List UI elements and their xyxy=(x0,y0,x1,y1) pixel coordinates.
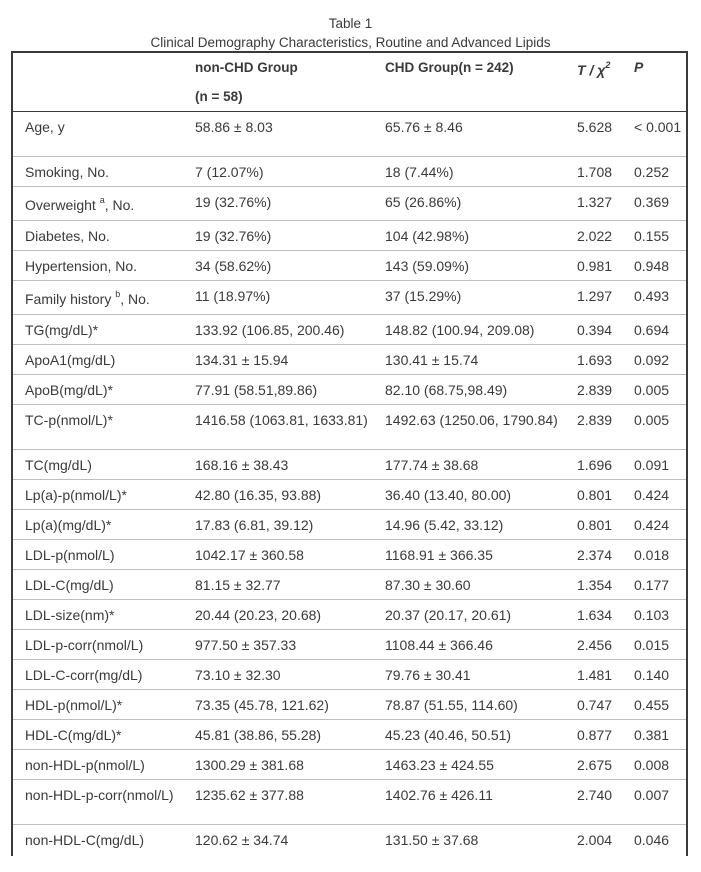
p-value: 0.424 xyxy=(634,517,670,533)
p-value: 0.007 xyxy=(634,787,670,803)
chd-value: 14.96 (5.42, 33.12) xyxy=(385,517,504,533)
p-value: 0.381 xyxy=(634,727,670,743)
row-label xyxy=(25,668,185,683)
non-chd-value: 19 (32.76%) xyxy=(195,228,272,244)
chd-value: 143 (59.09%) xyxy=(385,258,470,274)
test-statistic-value: 1.327 xyxy=(577,194,613,210)
test-statistic-value: 0.877 xyxy=(577,727,613,743)
p-value: 0.008 xyxy=(634,757,670,773)
non-chd-value: 133.92 (106.85, 200.46) xyxy=(195,322,345,338)
chd-value: 82.10 (68.75,98.49) xyxy=(385,382,508,398)
p-value: 0.155 xyxy=(634,228,670,244)
row-label-text: LDL-C-corr(mg/dL) xyxy=(25,667,143,683)
p-value: 0.091 xyxy=(634,457,670,473)
table-header-row xyxy=(13,53,686,112)
table-row xyxy=(13,480,686,510)
p-value: 0.369 xyxy=(634,194,670,210)
non-chd-value: 1235.62 ± 377.88 xyxy=(195,787,304,803)
row-label-text: Lp(a)(mg/dL)* xyxy=(25,517,112,533)
test-statistic-value: 2.022 xyxy=(577,228,613,244)
chd-value: 65 (26.86%) xyxy=(385,194,462,210)
header-non-chd-label: non-CHD Group xyxy=(195,60,298,75)
p-value: 0.140 xyxy=(634,667,670,683)
row-label xyxy=(25,548,185,563)
p-value: 0.092 xyxy=(634,352,670,368)
table-row xyxy=(13,570,686,600)
row-label-footnote-marker: a xyxy=(99,195,105,206)
row-label xyxy=(25,638,185,653)
data-table xyxy=(11,51,688,856)
test-statistic-value: 2.839 xyxy=(577,412,613,428)
chd-value: 79.76 ± 30.41 xyxy=(385,667,471,683)
non-chd-value: 120.62 ± 34.74 xyxy=(195,832,289,848)
row-label xyxy=(25,229,185,244)
row-label-text: Smoking, No. xyxy=(25,164,110,180)
p-value: 0.005 xyxy=(634,412,670,428)
chd-value: 87.30 ± 30.60 xyxy=(385,577,471,593)
header-chd-group: CHD Group(n = 242) xyxy=(385,60,514,75)
row-label xyxy=(25,518,185,533)
row-label-text: Family history xyxy=(25,291,116,307)
row-label xyxy=(25,788,185,803)
chd-value: 45.23 (40.46, 50.51) xyxy=(385,727,512,743)
row-label-text: HDL-C(mg/dL)* xyxy=(25,727,122,743)
test-statistic-value: 2.740 xyxy=(577,787,613,803)
row-label xyxy=(25,758,185,773)
table-caption-subtitle: Clinical Demography Characteristics, Routine and Advanced Lipids xyxy=(150,35,551,50)
test-statistic-value: 1.481 xyxy=(577,667,613,683)
chd-value: 1168.91 ± 366.35 xyxy=(385,547,493,563)
row-label-text: HDL-p(nmol/L)* xyxy=(25,697,123,713)
row-label xyxy=(25,323,185,338)
non-chd-value: 20.44 (20.23, 20.68) xyxy=(195,607,322,623)
row-label xyxy=(25,120,185,135)
chd-value: 130.41 ± 15.74 xyxy=(385,352,479,368)
row-label-text: TC-p(nmol/L)* xyxy=(25,412,113,428)
p-value: 0.177 xyxy=(634,577,670,593)
row-label xyxy=(25,195,185,213)
p-value: < 0.001 xyxy=(634,119,682,135)
header-test-statistic-label: T / χ xyxy=(577,62,606,78)
non-chd-value: 58.86 ± 8.03 xyxy=(195,119,273,135)
chd-value: 177.74 ± 38.68 xyxy=(385,457,479,473)
table-row xyxy=(13,825,686,855)
row-label-text: Age, y xyxy=(25,119,65,135)
test-statistic-value: 2.839 xyxy=(577,382,613,398)
row-label xyxy=(25,488,185,503)
table-row xyxy=(13,315,686,345)
chd-value: 1402.76 ± 426.11 xyxy=(385,787,493,803)
chd-value: 131.50 ± 37.68 xyxy=(385,832,479,848)
row-label-text: ApoA1(mg/dL) xyxy=(25,352,116,368)
chd-value: 1492.63 (1250.06, 1790.84) xyxy=(385,412,558,428)
row-label xyxy=(25,833,185,848)
table-row xyxy=(13,405,686,450)
table-row xyxy=(13,780,686,825)
table-row xyxy=(13,345,686,375)
row-label-text: Diabetes, No. xyxy=(25,228,110,244)
row-label-footnote-marker: b xyxy=(115,289,121,300)
header-p-value: P xyxy=(634,59,644,75)
non-chd-value: 7 (12.07%) xyxy=(195,164,264,180)
row-label xyxy=(25,413,185,428)
test-statistic-value: 5.628 xyxy=(577,119,613,135)
row-label-text: Overweight xyxy=(25,197,100,213)
table-row xyxy=(13,510,686,540)
p-value: 0.018 xyxy=(634,547,670,563)
row-label-text: LDL-p(nmol/L) xyxy=(25,547,115,563)
p-value: 0.015 xyxy=(634,637,670,653)
non-chd-value: 1416.58 (1063.81, 1633.81) xyxy=(195,412,368,428)
table-row xyxy=(13,281,686,315)
header-non-chd-n: (n = 58) xyxy=(195,89,243,104)
chd-value: 104 (42.98%) xyxy=(385,228,470,244)
table-row xyxy=(13,750,686,780)
test-statistic-value: 1.708 xyxy=(577,164,613,180)
table-row xyxy=(13,221,686,251)
row-label-text: ApoB(mg/dL)* xyxy=(25,382,113,398)
non-chd-value: 1042.17 ± 360.58 xyxy=(195,547,304,563)
chd-value: 148.82 (100.94, 209.08) xyxy=(385,322,535,338)
header-test-statistic xyxy=(577,60,611,78)
non-chd-value: 11 (18.97%) xyxy=(195,288,271,304)
table-caption-title: Table 1 xyxy=(328,16,373,31)
header-test-statistic-sup: 2 xyxy=(605,60,611,71)
p-value: 0.424 xyxy=(634,487,670,503)
non-chd-value: 34 (58.62%) xyxy=(195,258,272,274)
row-label-text: TC(mg/dL) xyxy=(25,457,92,473)
chd-value: 36.40 (13.40, 80.00) xyxy=(385,487,512,503)
row-label xyxy=(25,578,185,593)
table-row xyxy=(13,251,686,281)
non-chd-value: 168.16 ± 38.43 xyxy=(195,457,289,473)
p-value: 0.005 xyxy=(634,382,670,398)
chd-value: 1463.23 ± 424.55 xyxy=(385,757,494,773)
p-value: 0.493 xyxy=(634,288,670,304)
chd-value: 78.87 (51.55, 114.60) xyxy=(385,697,518,713)
test-statistic-value: 0.394 xyxy=(577,322,613,338)
row-label xyxy=(25,383,185,398)
table-row xyxy=(13,375,686,405)
table-row xyxy=(13,600,686,630)
chd-value: 18 (7.44%) xyxy=(385,164,454,180)
non-chd-value: 77.91 (58.51,89.86) xyxy=(195,382,318,398)
p-value: 0.046 xyxy=(634,832,670,848)
non-chd-value: 81.15 ± 32.77 xyxy=(195,577,281,593)
non-chd-value: 19 (32.76%) xyxy=(195,194,272,210)
test-statistic-value: 2.004 xyxy=(577,832,613,848)
row-label xyxy=(25,289,185,307)
test-statistic-value: 2.374 xyxy=(577,547,613,563)
table-row xyxy=(13,540,686,570)
table-row xyxy=(13,187,686,221)
row-label xyxy=(25,353,185,368)
non-chd-value: 42.80 (16.35, 93.88) xyxy=(195,487,322,503)
p-value: 0.103 xyxy=(634,607,670,623)
test-statistic-value: 0.801 xyxy=(577,487,613,503)
non-chd-value: 17.83 (6.81, 39.12) xyxy=(195,517,314,533)
test-statistic-value: 1.696 xyxy=(577,457,613,473)
table-row xyxy=(13,660,686,690)
row-label-suffix: , No. xyxy=(104,197,135,213)
p-value: 0.694 xyxy=(634,322,670,338)
table-row xyxy=(13,690,686,720)
test-statistic-value: 1.354 xyxy=(577,577,613,593)
header-non-chd-group xyxy=(195,60,375,104)
test-statistic-value: 2.456 xyxy=(577,637,613,653)
row-label xyxy=(25,165,185,180)
p-value: 0.948 xyxy=(634,258,670,274)
non-chd-value: 45.81 (38.86, 55.28) xyxy=(195,727,322,743)
row-label-text: LDL-p-corr(nmol/L) xyxy=(25,637,144,653)
row-label-text: Hypertension, No. xyxy=(25,258,138,274)
row-label xyxy=(25,728,185,743)
test-statistic-value: 2.675 xyxy=(577,757,613,773)
non-chd-value: 1300.29 ± 381.68 xyxy=(195,757,304,773)
row-label-text: non-HDL-p(nmol/L) xyxy=(25,757,145,773)
test-statistic-value: 0.801 xyxy=(577,517,613,533)
non-chd-value: 73.35 (45.78, 121.62) xyxy=(195,697,329,713)
table-row xyxy=(13,112,686,157)
table-row xyxy=(13,630,686,660)
row-label xyxy=(25,458,185,473)
row-label xyxy=(25,608,185,623)
row-label-text: non-HDL-C(mg/dL) xyxy=(25,832,145,848)
chd-value: 1108.44 ± 366.46 xyxy=(385,637,493,653)
table-row xyxy=(13,720,686,750)
p-value: 0.252 xyxy=(634,164,670,180)
test-statistic-value: 0.981 xyxy=(577,258,613,274)
table-row xyxy=(13,450,686,480)
row-label-suffix: , No. xyxy=(120,291,150,307)
non-chd-value: 134.31 ± 15.94 xyxy=(195,352,289,368)
row-label-text: Lp(a)-p(nmol/L)* xyxy=(25,487,127,503)
chd-value: 20.37 (20.17, 20.61) xyxy=(385,607,512,623)
chd-value: 37 (15.29%) xyxy=(385,288,462,304)
test-statistic-value: 1.693 xyxy=(577,352,613,368)
table-row xyxy=(13,157,686,187)
row-label-text: TG(mg/dL)* xyxy=(25,322,99,338)
non-chd-value: 977.50 ± 357.33 xyxy=(195,637,297,653)
row-label-text: LDL-size(nm)* xyxy=(25,607,115,623)
row-label xyxy=(25,259,185,274)
row-label-text: non-HDL-p-corr(nmol/L) xyxy=(25,787,174,803)
test-statistic-value: 1.634 xyxy=(577,607,613,623)
non-chd-value: 73.10 ± 32.30 xyxy=(195,667,281,683)
row-label xyxy=(25,698,185,713)
test-statistic-value: 1.297 xyxy=(577,288,613,304)
p-value: 0.455 xyxy=(634,697,670,713)
chd-value: 65.76 ± 8.46 xyxy=(385,119,463,135)
row-label-text: LDL-C(mg/dL) xyxy=(25,577,114,593)
test-statistic-value: 0.747 xyxy=(577,697,613,713)
